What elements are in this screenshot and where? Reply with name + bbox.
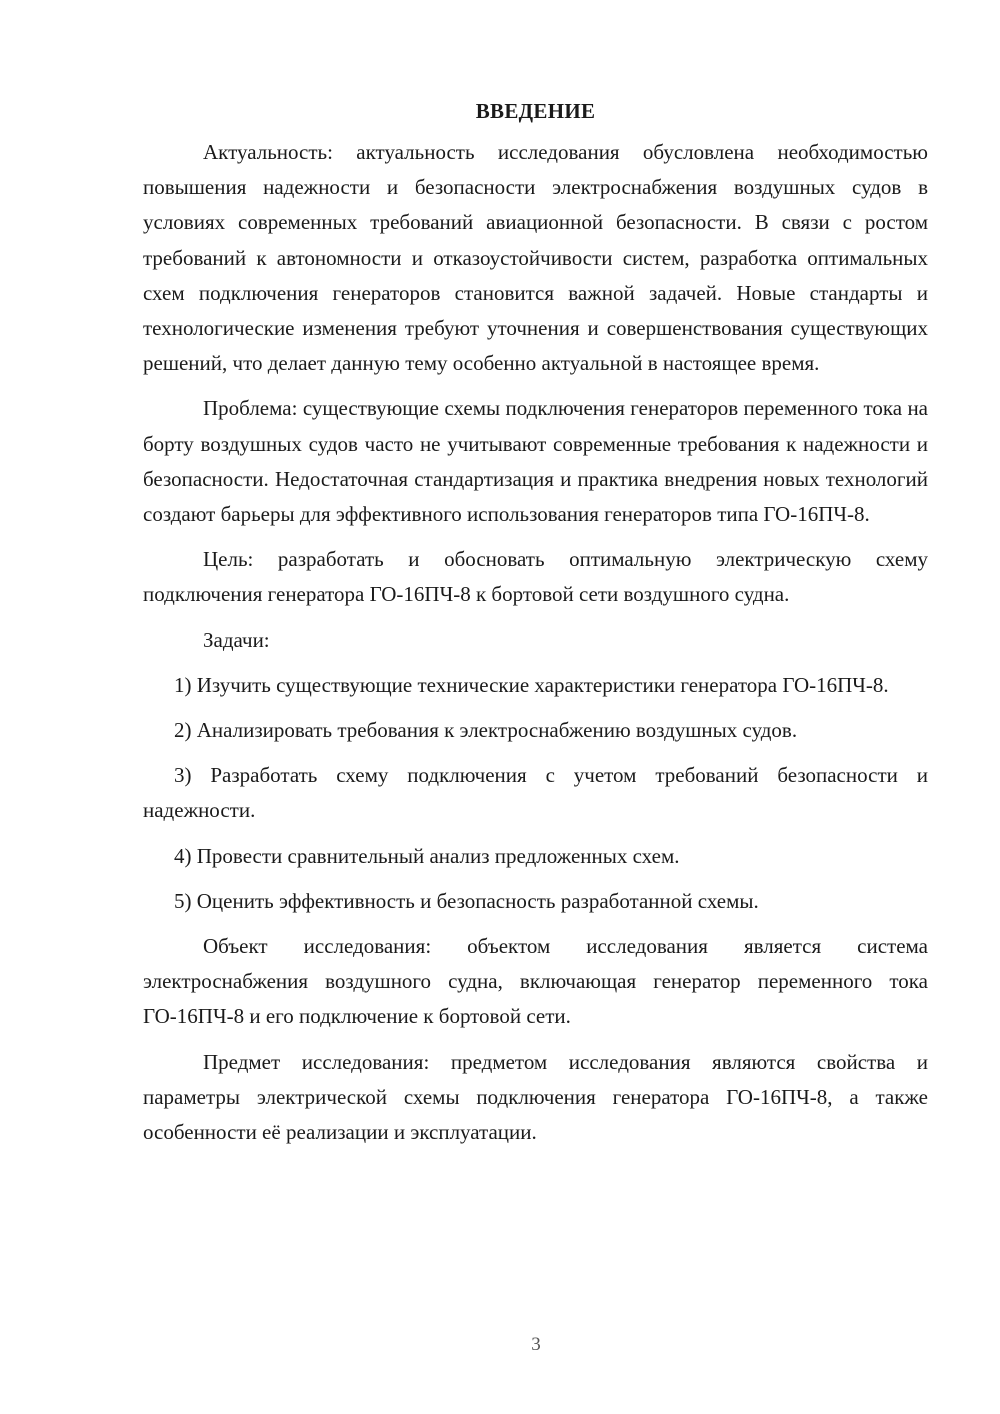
page-number: 3 xyxy=(531,1334,541,1355)
relevance-paragraph: Актуальность: актуальность исследования обусловлена необходимостью повышения надежности и безопасности электроснабжения воздушных судов в условиях современных требований авиационной безопасности. В связи с ростом требований к автономности и отказоустойчивости систем, разработка оптимальных схем подключения генераторов становится важной задачей. Новые стандарты и технологические изменения требуют уточнения и совершенствования существующих решений, что делает данную тему особенно актуальной в настоящее время. xyxy=(143,140,928,376)
tasks-heading: Задачи: xyxy=(203,627,270,652)
goal-paragraph: Цель: разработать и обосновать оптимальную электрическую схему подключения генератора ГО-16ПЧ-8 к бортовой сети воздушного судна. xyxy=(143,547,928,607)
subject-paragraph: Предмет исследования: предметом исследования являются свойства и параметры электрической схемы подключения генератора ГО-16ПЧ-8, а также особенности её реализации и эксплуатации. xyxy=(143,1049,928,1145)
task-item-2: 2) Анализировать требования к электроснабжению воздушных судов. xyxy=(174,718,798,743)
task-item-1: 1) Изучить существующие технические характеристики генератора ГО-16ПЧ-8. xyxy=(174,672,889,697)
task-item-5: 5) Оценить эффективность и безопасность разработанной схемы. xyxy=(174,888,759,913)
object-paragraph: Объект исследования: объектом исследования является система электроснабжения воздушного судна, включающая генератор переменного тока ГО-16ПЧ-8 и его подключение к бортовой сети. xyxy=(143,934,928,1029)
task-item-3: 3) Разработать схему подключения с учетом требований безопасности и надежности. xyxy=(143,763,928,823)
problem-paragraph: Проблема: существующие схемы подключения генераторов переменного тока на борту воздушных судов часто не учитывают современные требования к надежности и безопасности. Недостаточная стандартизация и практика внедрения новых технологий создают барьеры для эффективного использования генераторов типа ГО-16ПЧ-8. xyxy=(143,396,928,527)
page-title: ВВЕДЕНИЕ xyxy=(475,99,596,123)
task-item-4: 4) Провести сравнительный анализ предложенных схем. xyxy=(174,843,680,868)
